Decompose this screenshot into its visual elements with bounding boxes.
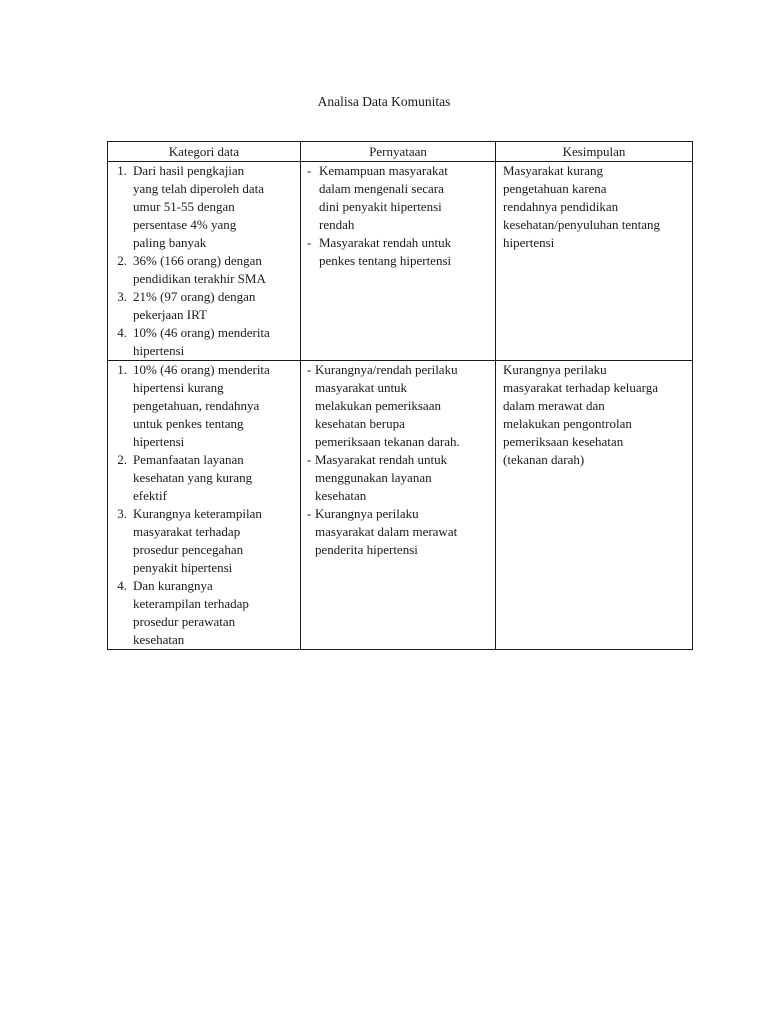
header-kategori-data: Kategori data (108, 142, 301, 162)
document-title: Analisa Data Komunitas (317, 94, 451, 109)
item-text: Masyarakat rendah untuk (319, 235, 452, 250)
bullet-dash: - (307, 506, 312, 521)
kategori-item (109, 324, 300, 360)
pernyataan-item (307, 234, 495, 270)
kategori-item (109, 252, 300, 288)
pernyataan-item (307, 451, 495, 505)
item-text: Kurangnya keterampilan (133, 506, 262, 521)
pernyataan-cell (301, 162, 496, 361)
kesimpulan-text: rendahnya pendidikan (503, 199, 619, 214)
item-text: Kemampuan masyarakat (319, 163, 448, 178)
kesimpulan-text: hipertensi (503, 235, 555, 250)
bullet-dash: - (307, 235, 312, 250)
item-text: penyakit hipertensi (133, 560, 233, 575)
kesimpulan-text: Masyarakat kurang (503, 163, 603, 178)
item-text: 10% (46 orang) menderita (133, 325, 270, 340)
kategori-item (109, 451, 300, 505)
item-text: pemeriksaan tekanan darah. (315, 434, 460, 449)
item-text: Masyarakat rendah untuk (315, 452, 448, 467)
item-text: paling banyak (133, 235, 207, 250)
kategori-item (109, 162, 300, 252)
kesimpulan-text: melakukan pengontrolan (503, 416, 632, 431)
pernyataan-item (307, 162, 495, 234)
item-number: 4. (117, 578, 127, 593)
item-number: 2. (117, 253, 127, 268)
item-text: kesehatan yang kurang (133, 470, 253, 485)
item-text: kesehatan berupa (315, 416, 405, 431)
bullet-dash: - (307, 362, 312, 377)
item-number: 4. (117, 325, 127, 340)
item-text: menggunakan layanan (315, 470, 432, 485)
kesimpulan-text: masyarakat terhadap keluarga (503, 380, 658, 395)
item-text: kesehatan (315, 488, 367, 503)
item-text: prosedur perawatan (133, 614, 236, 629)
table-row (108, 361, 693, 650)
kategori-item (109, 361, 300, 451)
item-text: 10% (46 orang) menderita (133, 362, 270, 377)
item-text: kesehatan (133, 632, 185, 647)
kesimpulan-text: kesehatan/penyuluhan tentang (503, 217, 661, 232)
item-text: Pemanfaatan layanan (133, 452, 244, 467)
item-text: melakukan pemeriksaan (315, 398, 441, 413)
item-text: masyarakat untuk (315, 380, 408, 395)
item-number: 2. (117, 452, 127, 467)
item-text: pekerjaan IRT (133, 307, 207, 322)
analysis-table (107, 141, 693, 650)
header-pernyataan: Pernyataan (301, 142, 496, 162)
kesimpulan-cell (496, 361, 693, 650)
item-text: Kurangnya perilaku (315, 506, 419, 521)
kategori-cell (108, 162, 301, 361)
item-text: masyarakat terhadap (133, 524, 241, 539)
kesimpulan-cell (496, 162, 693, 361)
item-text: Kurangnya/rendah perilaku (315, 362, 458, 377)
item-text: Dari hasil pengkajian (133, 163, 245, 178)
item-text: hipertensi (133, 343, 185, 358)
kategori-cell (108, 361, 301, 650)
item-text: keterampilan terhadap (133, 596, 249, 611)
item-text: umur 51-55 dengan (133, 199, 235, 214)
item-text: dini penyakit hipertensi (319, 199, 442, 214)
item-text: penderita hipertensi (315, 542, 418, 557)
pernyataan-item (307, 361, 495, 451)
kategori-item (109, 288, 300, 324)
item-text: persentase 4% yang (133, 217, 237, 232)
item-text: rendah (319, 217, 355, 232)
item-text: pendidikan terakhir SMA (133, 271, 266, 286)
item-text: penkes tentang hipertensi (319, 253, 452, 268)
item-number: 3. (117, 506, 127, 521)
item-number: 3. (117, 289, 127, 304)
item-text: prosedur pencegahan (133, 542, 244, 557)
kesimpulan-text: pengetahuan karena (503, 181, 607, 196)
bullet-dash: - (307, 163, 312, 178)
bullet-dash: - (307, 452, 312, 467)
kategori-item (109, 505, 300, 577)
header-kesimpulan: Kesimpulan (496, 142, 693, 162)
item-text: untuk penkes tentang (133, 416, 244, 431)
item-text: masyarakat dalam merawat (315, 524, 458, 539)
pernyataan-cell (301, 361, 496, 650)
item-text: dalam mengenali secara (319, 181, 444, 196)
item-text: pengetahuan, rendahnya (133, 398, 260, 413)
table-header-row (108, 142, 693, 162)
item-text: efektif (133, 488, 167, 503)
item-number: 1. (117, 163, 127, 178)
kesimpulan-text: dalam merawat dan (503, 398, 605, 413)
table-row (108, 162, 693, 361)
item-text: yang telah diperoleh data (133, 181, 265, 196)
pernyataan-item (307, 505, 495, 559)
item-text: 21% (97 orang) dengan (133, 289, 256, 304)
item-text: Dan kurangnya (133, 578, 213, 593)
item-text: hipertensi (133, 434, 185, 449)
kesimpulan-text: (tekanan darah) (503, 452, 585, 467)
kesimpulan-text: pemeriksaan kesehatan (503, 434, 624, 449)
item-text: hipertensi kurang (133, 380, 224, 395)
kategori-item (109, 577, 300, 649)
kesimpulan-text: Kurangnya perilaku (503, 362, 607, 377)
item-text: 36% (166 orang) dengan (133, 253, 262, 268)
item-number: 1. (117, 362, 127, 377)
